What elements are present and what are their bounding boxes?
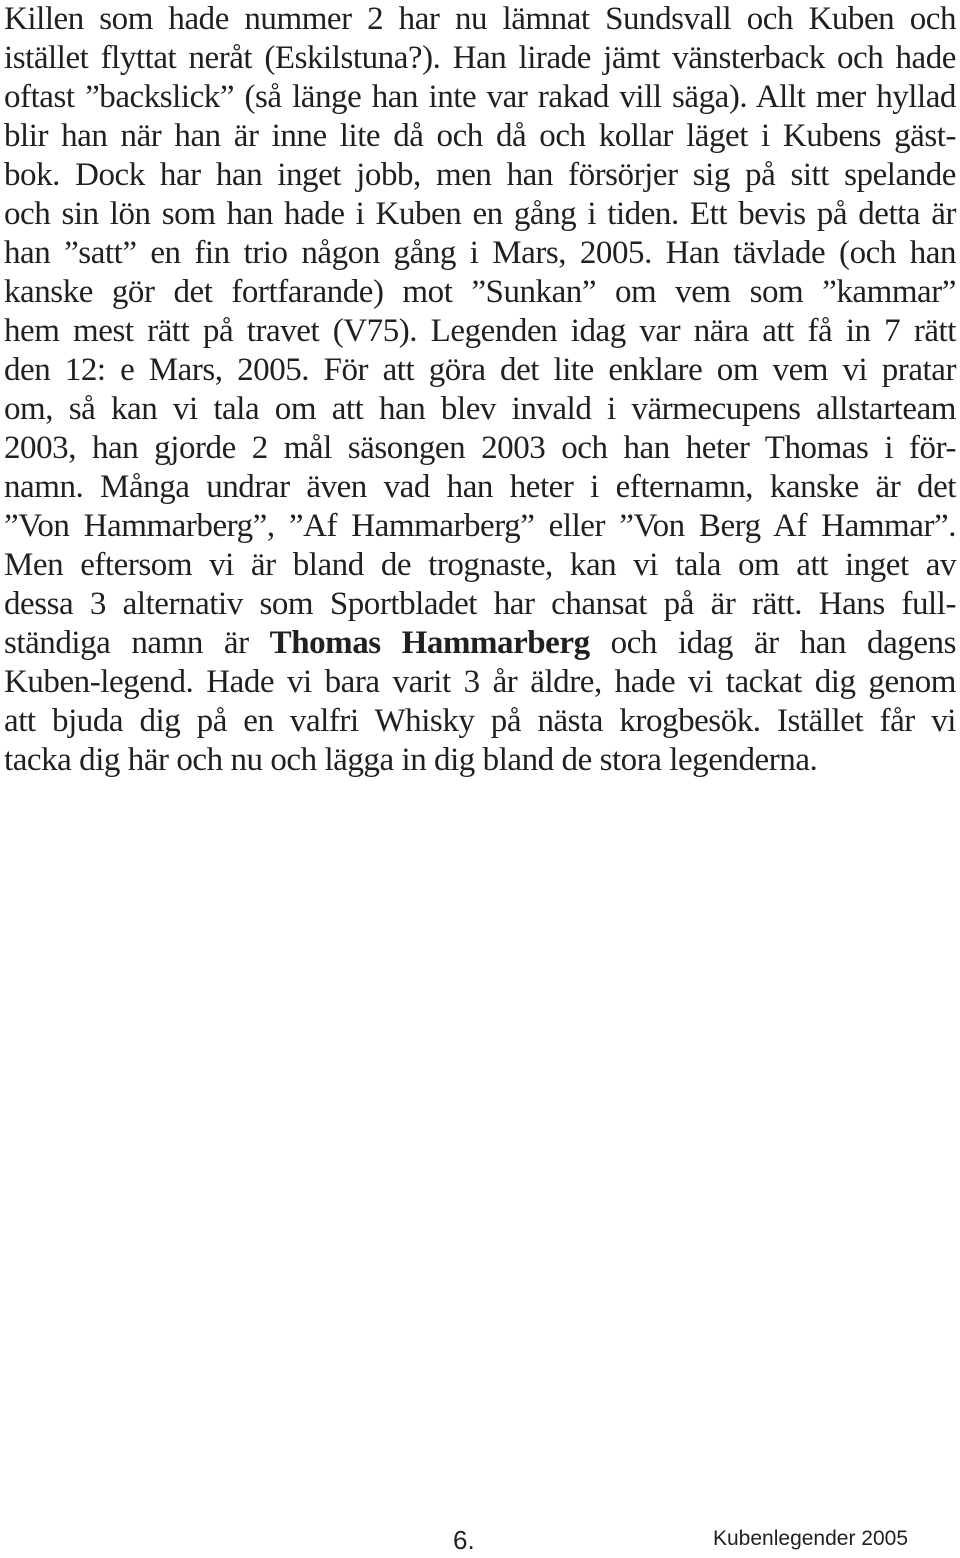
article-line: Kuben-legend. Hade vi bara varit 3 år äldre, hade vi tackat dig genom [4,664,956,700]
document-title: Kubenlegender 2005 [713,1527,909,1550]
article-line: kanske gör det fortfarande) mot ”Sunkan” om vem som ”kammar” [4,274,956,310]
article-line: han ”satt” en fin trio någon gång i Mars, 2005. Han tävlade (och han [4,235,956,271]
article-line: dessa 3 alternativ som Sportbladet har chansat på är rätt. Hans full- [4,586,956,622]
article-line: Men eftersom vi är bland de trognaste, kan vi tala om att inget av [4,547,956,583]
article-line: blir han när han är inne lite då och då och kollar läget i Kubens gäst- [4,118,956,154]
article-line: att bjuda dig på en valfri Whisky på nästa krogbesök. Istället får vi [4,703,956,739]
article-line: hem mest rätt på travet (V75). Legenden idag var nära att få in 7 rätt [4,313,956,349]
legend-full-name: Thomas Hammarberg [269,625,590,661]
article-line: 2003, han gjorde 2 mål säsongen 2003 och han heter Thomas i för- [4,430,956,466]
article-body [4,0,956,780]
line-text-before-name: ständiga namn är [4,625,270,661]
article-line: den 12: e Mars, 2005. För att göra det lite enklare om vem vi pratar [4,352,956,388]
article-line: oftast ”backslick” (så länge han inte var rakad vill säga). Allt mer hyllad [4,79,956,115]
page-number: 6. [453,1525,475,1555]
article-line: om, så kan vi tala om att han blev invald i värmecupens allstarteam [4,391,956,427]
article-line-with-name [4,624,956,663]
article-line-last: tacka dig här och nu och lägga in dig bland de stora legenderna. [4,742,818,778]
article-line: bok. Dock har han inget jobb, men han försörjer sig på sitt spelande [4,157,956,193]
article-line: istället flyttat neråt (Eskilstuna?). Han lirade jämt vänsterback och hade [4,40,956,76]
article-line: Killen som hade nummer 2 har nu lämnat Sundsvall och Kuben och [4,1,956,37]
article-line: namn. Många undrar även vad han heter i efternamn, kanske är det [4,469,956,505]
article-line: ”Von Hammarberg”, ”Af Hammarberg” eller ”Von Berg Af Hammar”. [4,508,956,544]
line-text-after-name: och idag är han dagens [589,625,956,661]
article-line: och sin lön som han hade i Kuben en gång i tiden. Ett bevis på detta är [4,196,956,232]
